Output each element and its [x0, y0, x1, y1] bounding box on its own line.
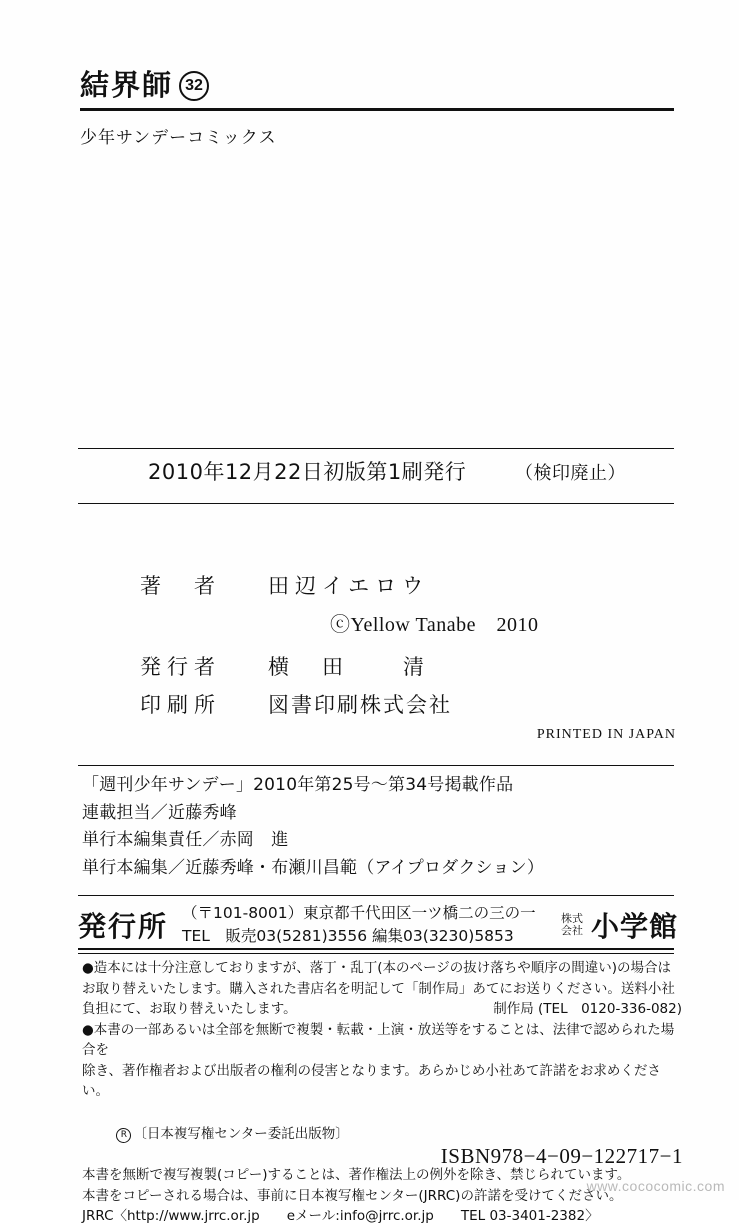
imprint-subtitle: 少年サンデーコミックス — [80, 127, 277, 148]
serialization-note-line: 単行本編集責任／赤岡 進 — [82, 830, 289, 851]
jrrc-header: 〔日本複写権センター委託出版物〕 — [133, 1126, 349, 1143]
company-prefix-line: 会社 — [560, 924, 583, 938]
publication-date-row — [78, 456, 674, 486]
publisher-address-block — [182, 902, 561, 949]
jrrc-line: JRRC〈http://www.jrrc.or.jp eメール:info@jrrc.or.jp TEL 03-3401-2382〉 — [82, 1208, 599, 1225]
publication-date: 2010年12月22日初版第1刷発行 — [148, 460, 467, 484]
credit-value-printer: 図書印刷株式会社 — [268, 693, 452, 717]
credit-value-publisher-person: 横 田 清 — [268, 655, 430, 679]
publisher-band — [78, 902, 678, 949]
fine-print-line: お取り替えいたします。購入された書店名を明記して「制作局」あてにお送りください。送料小社 — [82, 980, 675, 997]
printed-in-japan: PRINTED IN JAPAN — [536, 727, 676, 742]
serialization-note-line: 連載担当／近藤秀峰 — [82, 802, 237, 823]
jrrc-line: 本書を無断で複写複製(コピー)することは、著作権法上の例外を除き、禁じられています。 — [82, 1167, 631, 1184]
serialization-note-line: 単行本編集／近藤秀峰・布瀬川昌範（アイプロダクション） — [82, 857, 545, 878]
serialization-notes — [82, 772, 682, 882]
publisher-name: 小学館 — [590, 910, 678, 944]
fine-print-group — [82, 958, 682, 1102]
fine-print-line: ●本書の一部あるいは全部を無断で複製・転載・上演・放送等をすることは、法律で認められた場合を — [82, 1021, 675, 1059]
production-dept-note: 制作局 (TEL 0120-336-082) — [493, 1001, 682, 1018]
publisher-name-block — [561, 905, 678, 945]
isbn: ISBN978−4−09−122717−1 — [440, 1144, 683, 1168]
registered-mark-icon: R — [116, 1128, 131, 1143]
publisher-label: 発行所 — [78, 910, 169, 944]
publisher-address: （〒101-8001）東京都千代田区一ツ橋二の三の一 — [182, 904, 536, 922]
date-rule-bottom — [78, 503, 674, 504]
jrrc-line: 本書をコピーされる場合は、事前に日本複写権センター(JRRC)の許諾を受けてください。 — [82, 1187, 623, 1204]
site-watermark: www.cococomic.com — [586, 1178, 725, 1194]
fine-print-line: 除き、著作権者および出版者の権利の侵害となります。あらかじめ小社あて許諾をお求めください。 — [82, 1062, 661, 1100]
publisher-company-prefix — [561, 913, 583, 938]
credit-label-publisher-person: 発行者 — [140, 655, 221, 679]
date-rule-top — [78, 448, 674, 449]
title-block — [80, 70, 680, 148]
credits-table — [78, 570, 678, 743]
series-title-row — [80, 70, 680, 102]
credit-row — [78, 689, 678, 719]
fine-print-line-with-note — [82, 999, 682, 1020]
credit-label-author: 著 者 — [140, 574, 221, 598]
seal-note: （検印廃止） — [515, 463, 626, 484]
serialization-note-line: 「週刊少年サンデー」2010年第25号〜第34号掲載作品 — [82, 775, 514, 795]
credit-row — [78, 651, 678, 681]
publisher-phone: TEL 販売03(5281)3556 編集03(3230)5853 — [182, 927, 514, 946]
publisher-rule-top — [78, 895, 674, 896]
notes-rule-top — [78, 765, 674, 766]
series-title: 結界師 — [80, 68, 174, 102]
volume-badge: 32 — [179, 71, 209, 101]
fine-print-line: ●造本には十分注意しておりますが、落丁・乱丁(本のページの抜け落ちや順序の間違い)の場合は — [82, 960, 672, 976]
company-prefix-line: 株式 — [560, 911, 583, 925]
fine-print-line: 負担にて、お取り替えいたします。 — [82, 1001, 297, 1018]
credit-value-author: 田辺イエロウ — [268, 574, 430, 598]
title-divider — [80, 108, 674, 111]
copyright-line: ⓒYellow Tanabe 2010 — [330, 614, 539, 636]
credit-row — [78, 570, 678, 600]
credit-label-printer: 印刷所 — [140, 693, 221, 717]
publisher-rule-bottom — [78, 948, 674, 951]
